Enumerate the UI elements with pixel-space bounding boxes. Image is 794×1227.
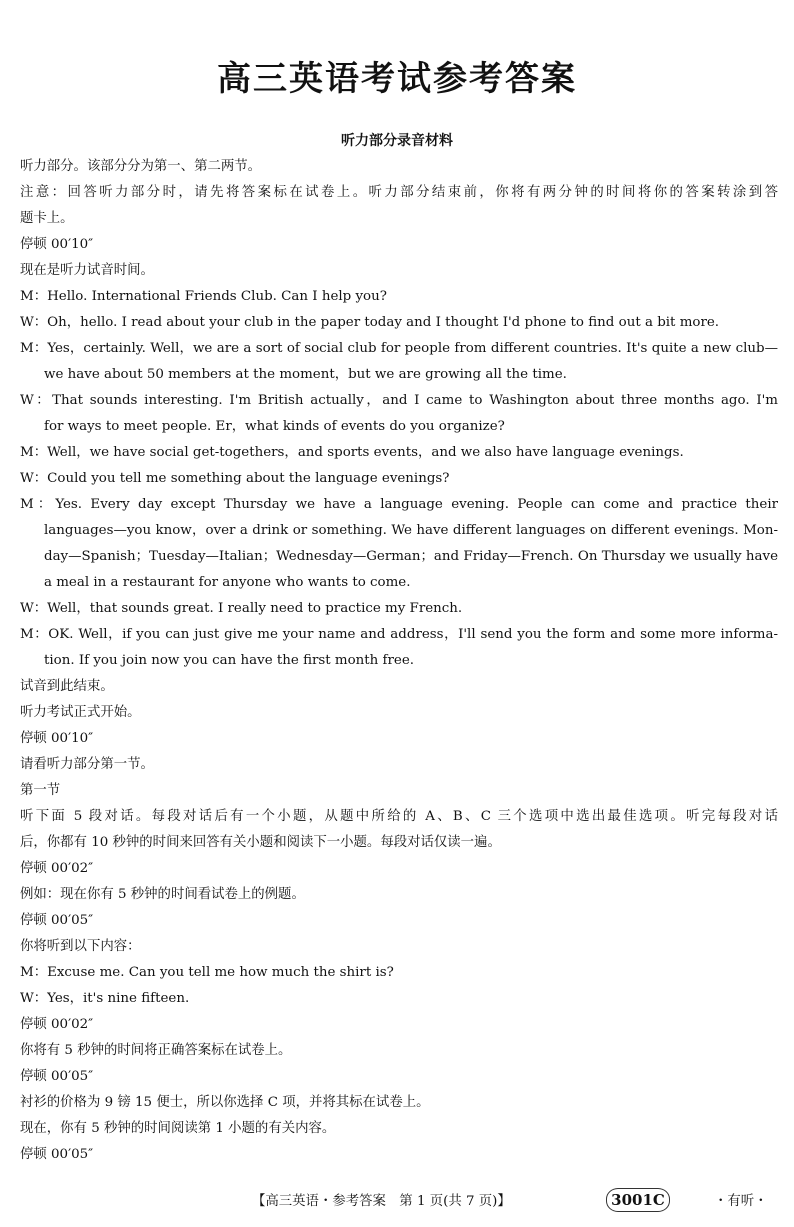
transcript-line: 现在，你有 5 秒钟的时间阅读第 1 小题的有关内容。: [20, 1121, 336, 1136]
transcript-line: 听力部分。该部分分为第一、第二两节。: [20, 159, 262, 174]
transcript-line: 停顿 00′10″: [20, 237, 94, 252]
transcript-line: W：Oh，hello. I read about your club in the paper today and I thought I'd phone to find out a bit more.: [20, 315, 720, 330]
transcript-line: 停顿 00′05″: [20, 913, 94, 928]
transcript-line: 你将听到以下内容：: [20, 939, 141, 954]
transcript-line: 你将有 5 秒钟的时间将正确答案标在试卷上。: [20, 1043, 292, 1058]
transcript-line: 听下面 5 段对话。每段对话后有一个小题，从题中所给的 A、B、C 三个选项中选出最佳选项。听完每段对话: [20, 809, 778, 824]
transcript-line: languages—you know，over a drink or something. We have different languages on different evenings. Mon-: [44, 523, 778, 538]
transcript-line: M：Yes，certainly. Well，we are a sort of social club for people from different countries. It's quite a new club—: [20, 341, 778, 356]
transcript-line: 后，你都有 10 秒钟的时间来回答有关小题和阅读下一小题。每段对话仅读一遍。: [20, 835, 501, 850]
transcript-line: M：OK. Well，if you can just give me your name and address，I'll send you the form and some more informa-: [20, 627, 778, 642]
transcript-line: W：Could you tell me something about the language evenings?: [20, 471, 450, 486]
transcript-line: 第一节: [20, 783, 61, 798]
transcript-line: M：Well，we have social get-togethers，and sports events，and we also have language evenings.: [20, 445, 684, 460]
transcript-line: M：Excuse me. Can you tell me how much the shirt is?: [20, 965, 394, 980]
transcript-line: 请看听力部分第一节。: [20, 757, 154, 772]
transcript-line: a meal in a restaurant for anyone who wants to come.: [44, 575, 411, 590]
transcript-line: 停顿 00′05″: [20, 1147, 94, 1162]
footer-brand: ・有听・: [714, 1194, 768, 1209]
transcript-line: tion. If you join now you can have the first month free.: [44, 653, 415, 668]
transcript-body: [20, 154, 778, 1168]
exam-code-badge: 3001C: [606, 1188, 670, 1212]
transcript-line: we have about 50 members at the moment，but we are growing all the time.: [44, 367, 567, 382]
transcript-line: 题卡上。: [20, 211, 74, 226]
transcript-line: 停顿 00′05″: [20, 1069, 94, 1084]
transcript-line: day—Spanish；Tuesday—Italian；Wednesday—German；and Friday—French. On Thursday we usually have: [44, 549, 778, 564]
transcript-line: 停顿 00′02″: [20, 861, 94, 876]
transcript-line: 试音到此结束。: [20, 679, 114, 694]
transcript-line: W：Yes，it's nine fifteen.: [20, 991, 190, 1006]
transcript-line: 例如：现在你有 5 秒钟的时间看试卷上的例题。: [20, 887, 305, 902]
transcript-line: 衬衫的价格为 9 镑 15 便士，所以你选择 C 项，并将其标在试卷上。: [20, 1095, 430, 1110]
transcript-line: for ways to meet people. Er，what kinds of events do you organize?: [44, 419, 505, 434]
page-title: 高三英语考试参考答案: [217, 59, 577, 99]
transcript-line: M：Yes. Every day except Thursday we have a language evening. People can come and practice their: [20, 497, 778, 512]
transcript-line: W：That sounds interesting. I'm British actually，and I came to Washington about three months ago. I'm: [20, 393, 778, 408]
transcript-line: W：Well，that sounds great. I really need to practice my French.: [20, 601, 463, 616]
transcript-line: 停顿 00′02″: [20, 1017, 94, 1032]
section-subtitle: 听力部分录音材料: [341, 133, 453, 149]
transcript-line: 停顿 00′10″: [20, 731, 94, 746]
transcript-line: M：Hello. International Friends Club. Can I help you?: [20, 289, 387, 304]
page-footer: [0, 1188, 794, 1214]
transcript-line: 注意：回答听力部分时，请先将答案标在试卷上。听力部分结束前，你将有两分钟的时间将你的答案转涂到答: [20, 185, 778, 200]
transcript-line: 听力考试正式开始。: [20, 705, 141, 720]
footer-page-info: 【高三英语・参考答案 第 1 页(共 7 页)】: [252, 1194, 511, 1209]
transcript-line: 现在是听力试音时间。: [20, 263, 154, 278]
